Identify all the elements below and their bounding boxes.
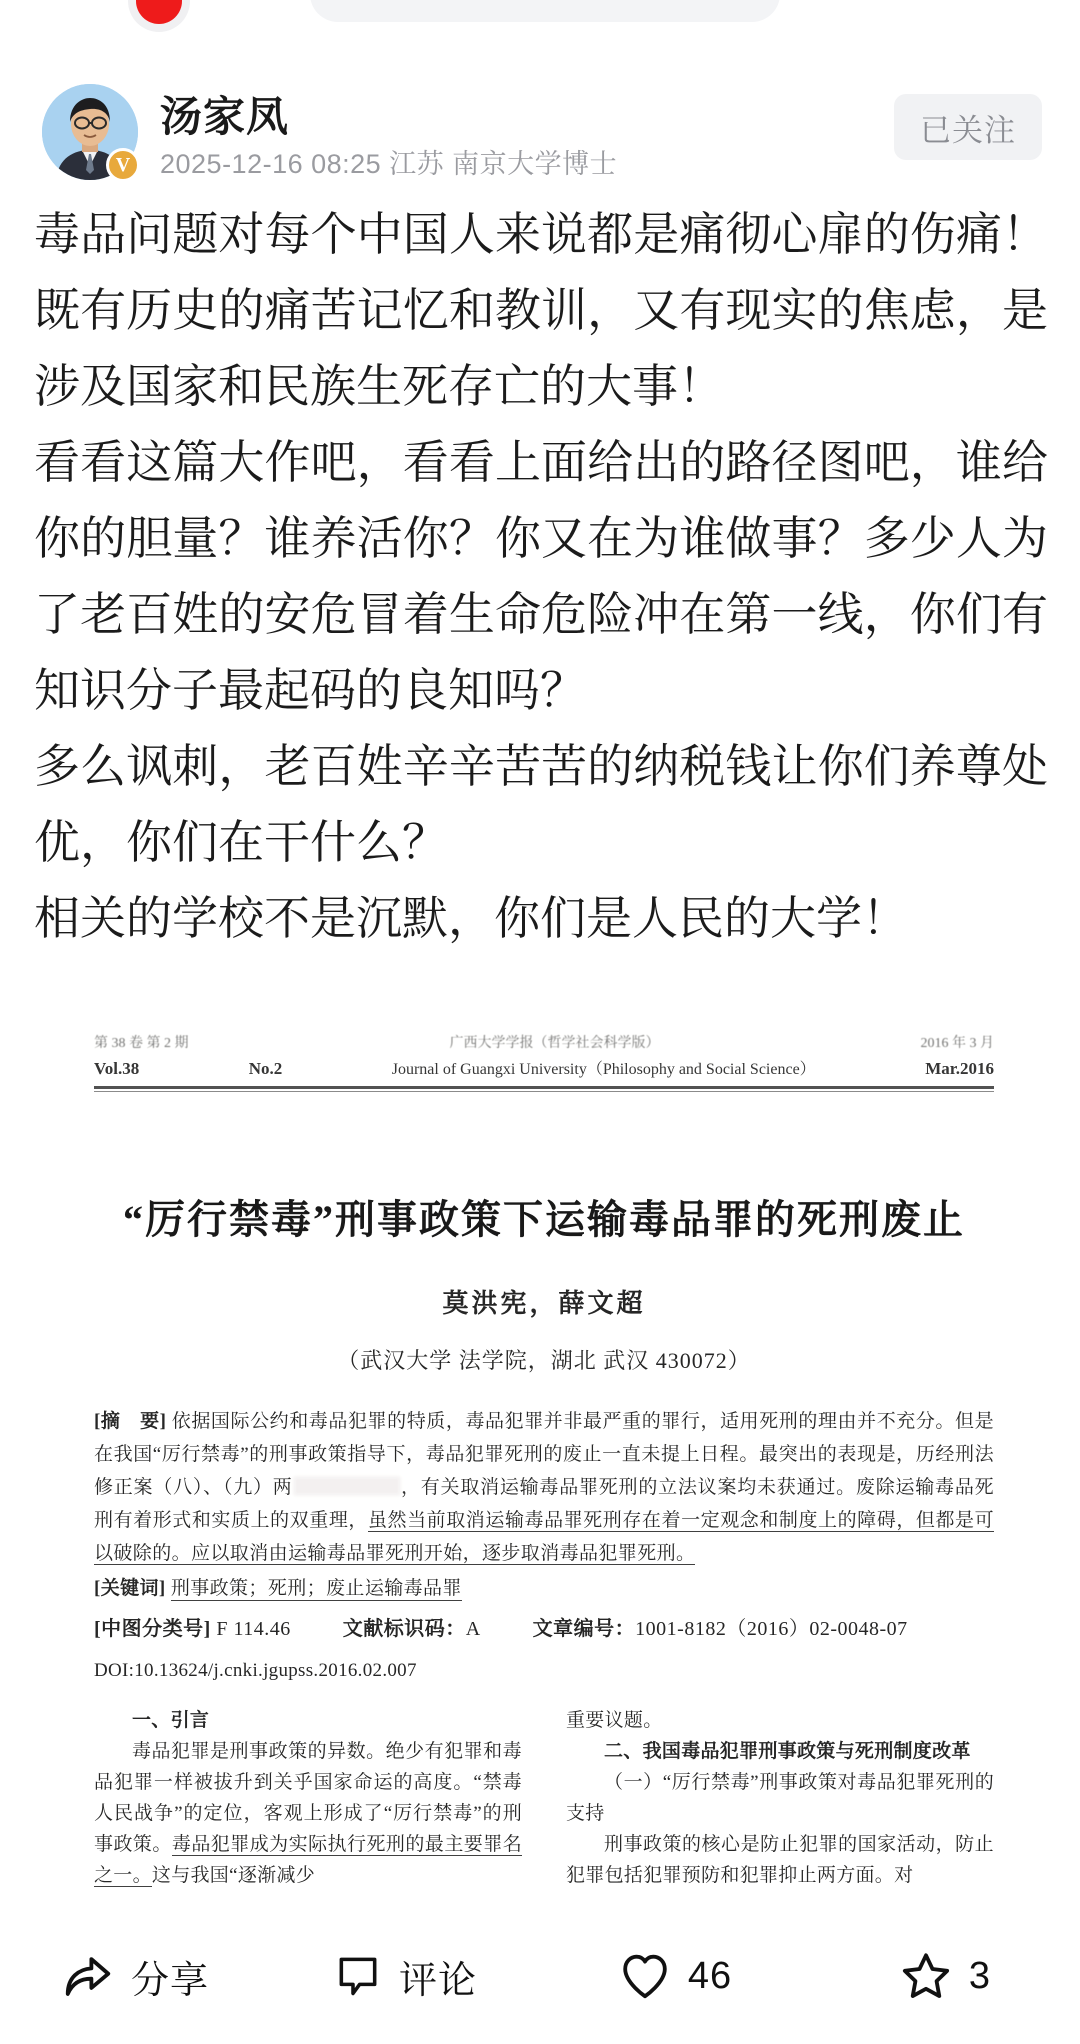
avatar[interactable] [42,84,138,180]
verified-badge-icon: V [106,148,140,182]
paper-column-left [94,1705,522,1891]
paper-columns [94,1705,994,1891]
paper-title: “厉行禁毒”刑事政策下运输毒品罪的死刑废止 [123,1197,965,1242]
share-button[interactable] [0,1908,270,2044]
paper-doi: DOI:10.13624/j.cnki.jgupss.2016.02.007 [94,1660,417,1681]
column-paragraph [94,1736,522,1891]
article-number-label: 文章编号： [532,1618,636,1640]
author-header [0,78,1080,186]
clc-value: F 114.46 [216,1618,291,1640]
post-paragraph: 看看这篇大作吧，看看上面给出的路径图吧，谁给你的胆量？谁养活你？你又在为谁做事？多少人为了老百姓的安危冒着生命危险冲在第一线，你们有知识分子最起码的良知吗？ [34,436,1048,716]
share-label: 分享 [130,1959,209,2002]
abstract-label: [摘 要] [94,1411,167,1432]
comment-button[interactable] [270,1908,540,2044]
attached-document-image[interactable] [42,1026,1040,1906]
heart-icon [618,1949,672,2003]
like-count: 46 [687,1954,733,1997]
journal-name-cn: 广西大学学报（哲学社会科学版） [449,1036,660,1051]
column-text-underlined: 毒品犯罪成为实际执行死刑的最主要罪名之一。 [94,1834,523,1886]
abstract-text-part3: 虽然当前取消运输毒品罪死刑存在着一定观念和制度上的障碍，但都是可以破除的。应以取消由运输毒品罪死刑开始，逐步取消毒品犯罪死刑。 [94,1510,994,1564]
section-heading: 二、我国毒品犯罪刑事政策与死刑制度改革 [604,1741,971,1762]
journal-volume: Vol.38 [94,1059,140,1078]
column-text: 毒品犯罪是刑事政策的异数。绝少有犯罪和毒品犯罪一样被拔升到关乎国家命运的高度。“禁毒人民战争”的定位，客观上形成了“厉行禁毒”的刑事政策。 [94,1741,522,1855]
section-heading: 一、引言 [132,1710,210,1731]
favorite-button[interactable] [810,1908,1080,2044]
post-action-bar [0,1908,1080,2044]
keywords-label: [关键词] [94,1578,166,1599]
comment-label: 评论 [398,1959,477,2002]
paper-abstract [94,1405,994,1687]
post-meta: 2025-12-16 08:25 江苏 南京大学博士 [160,149,618,179]
favorite-count: 3 [968,1954,992,1997]
journal-volume-cn: 第 38 卷 第 2 期 [94,1036,189,1051]
doc-code-label: 文献标识码： [342,1618,466,1640]
column-paragraph: 刑事政策的核心是防止犯罪的国家活动，防止犯罪包括犯罪预防和犯罪抑止两方面。对 [566,1834,994,1886]
paper-column-right [566,1705,994,1891]
doc-code-value: A [465,1618,481,1640]
paper-authors: 莫洪宪，薛文超 [442,1289,646,1318]
keywords-value: 刑事政策；死刑；废止运输毒品罪 [170,1578,462,1599]
paper-affiliation [94,1344,994,1375]
journal-date-en: Mar.2016 [925,1059,994,1078]
masthead-rule-thin [94,1091,994,1092]
star-icon [899,1949,953,2003]
post-body [34,196,1048,956]
column-text-tail: 这与我国“逐渐减少 [151,1865,316,1886]
abstract-text-part2: ，有关取消运输毒品罪死刑的立法议案均未获通过。废除运输毒品死刑有着形式和实质上的双重理， [94,1477,994,1531]
journal-name-en: Journal of Guangxi University（Philosophy and Social Science） [391,1061,816,1078]
logo-dot-icon [136,0,182,24]
abstract-text-part1: 依据国际公约和毒品犯罪的特质，毒品犯罪并非最严重的罪行，适用死刑的理由并不充分。但是在我国“厉行禁毒”的刑事政策指导下，毒品犯罪死刑的废止一直未提上日程。最突出的表现是，历经刑法修正案（八）、（九）两 [94,1411,995,1498]
post-paragraph: 相关的学校不是沉默，你们是人民的大学！ [34,892,908,944]
author-name[interactable]: 汤家凤 [160,93,290,140]
share-icon [61,1949,115,2003]
journal-masthead [94,1030,994,1092]
journal-issue: No.2 [248,1059,283,1078]
article-number-value: 1001-8182（2016）02-0048-07 [635,1618,908,1640]
subsection-heading: （一）“厉行禁毒”刑事政策对毒品犯罪死刑的支持 [566,1772,994,1824]
paper-affiliation-text: （武汉大学 法学院，湖北 武汉 430072） [337,1348,751,1373]
column-lead: 重要议题。 [566,1710,663,1731]
app-logo-icon[interactable] [128,0,190,32]
comment-icon [333,1951,383,2001]
masthead-rule [94,1086,994,1089]
journal-date-cn: 2016 年 3 月 [920,1036,994,1051]
follow-button[interactable]: 已关注 [894,94,1042,160]
post-paragraph: 多么讽刺，老百姓辛辛苦苦的纳税钱让你们养尊处优，你们在干什么？ [34,740,1048,868]
clc-label: [中图分类号] [94,1618,211,1640]
post-paragraph: 毒品问题对每个中国人来说都是痛彻心扉的伤痛！既有历史的痛苦记忆和教训，又有现实的焦虑，是涉及国家和民族生死存亡的大事！ [34,208,1048,412]
redacted-block [293,1476,401,1496]
like-button[interactable] [540,1908,810,2044]
top-navigation-bar [0,0,1080,30]
search-input[interactable] [310,0,780,22]
paper-classification-row [94,1613,994,1646]
